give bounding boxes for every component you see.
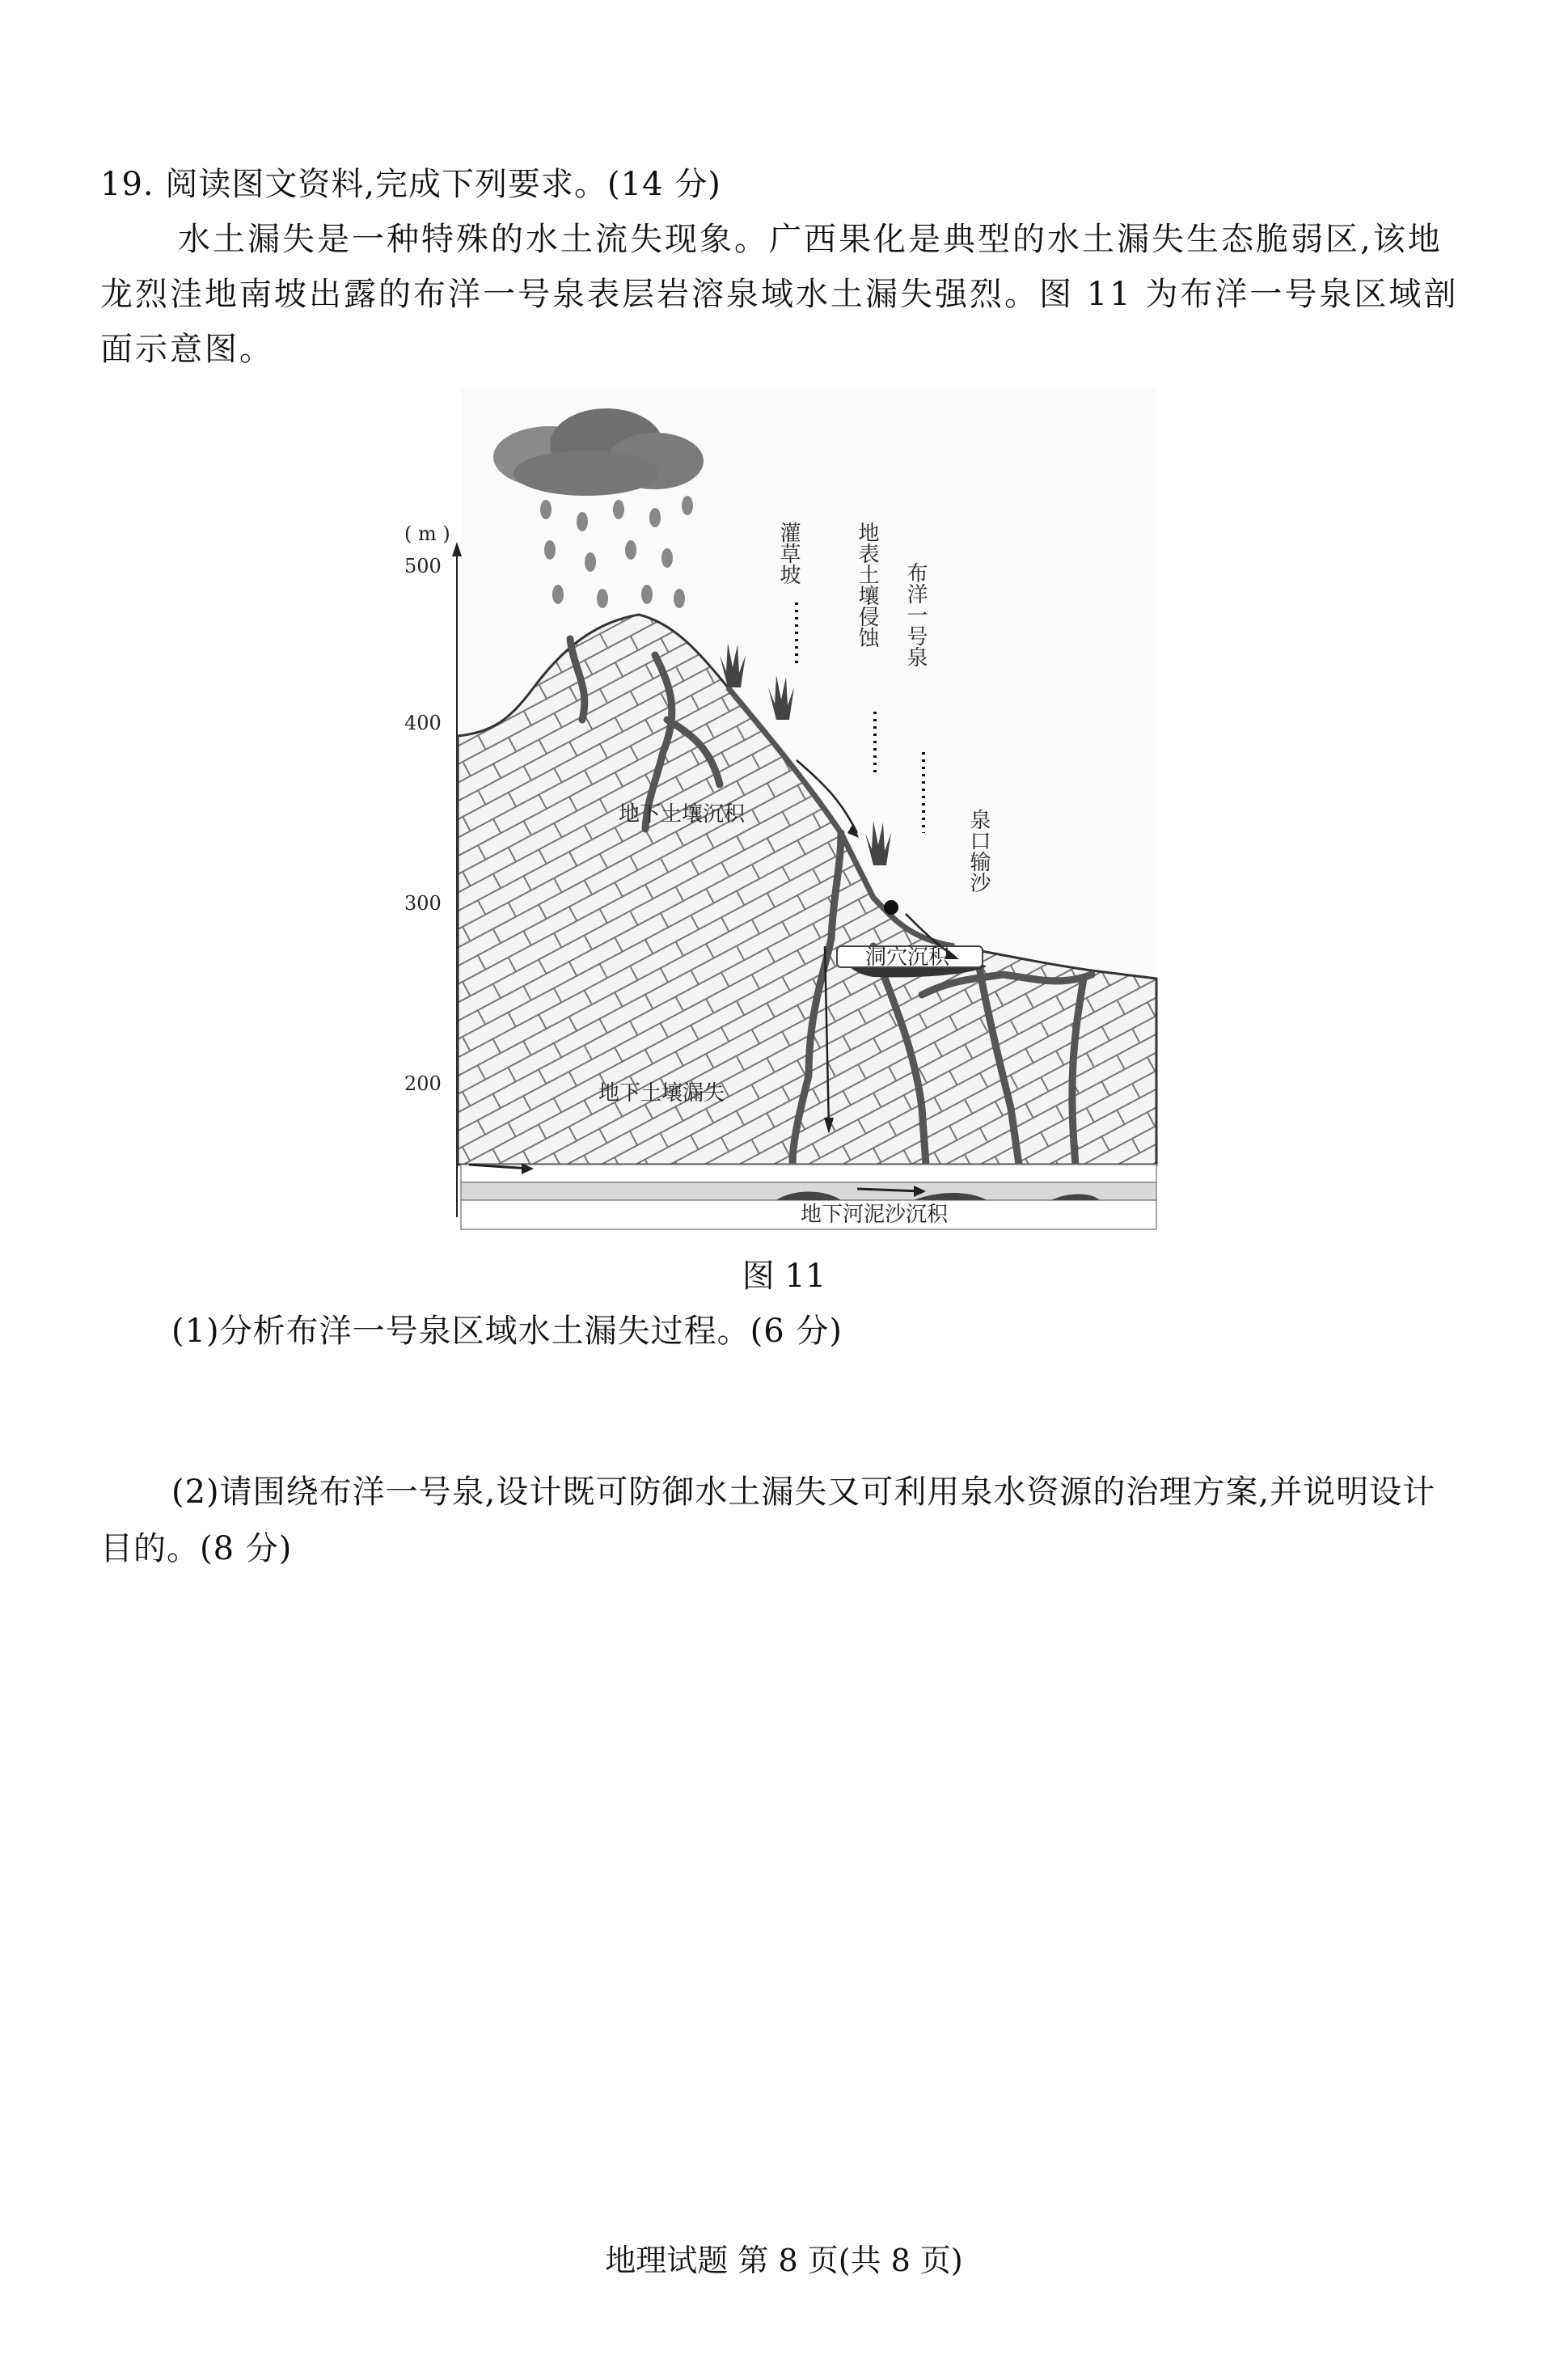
page-footer: 地理试题 第 8 页(共 8 页) bbox=[605, 2243, 963, 2278]
label-spring: 布洋一号泉 bbox=[903, 562, 928, 667]
label-surface-erosion: 地表土壤侵蚀 bbox=[855, 522, 879, 648]
question-paragraph: 水土漏失是一种特殊的水土流失现象。广西果化是典型的水土漏失生态脆弱区,该地龙烈洼地南坡出露的布洋一号泉表层岩溶泉域水土漏失强烈。图 11 为布洋一号泉区域剖面示意图。 bbox=[100, 221, 1459, 368]
y-tick-500: 500 bbox=[404, 555, 442, 577]
question-title: 19. 阅读图文资料,完成下列要求。(14 分) bbox=[100, 166, 721, 203]
sub-question-2: (2)请围绕布洋一号泉,设计既可防御水土漏失又可利用泉水资源的治理方案,并说明设计目的。(8 分) bbox=[100, 1474, 1436, 1567]
label-shrub-slope: 灌草坡 bbox=[776, 522, 801, 585]
karst-profile-diagram bbox=[388, 380, 1164, 1245]
spring-point bbox=[884, 900, 898, 915]
label-underground-deposit: 地下土壤沉积 bbox=[619, 802, 746, 827]
label-underground-loss: 地下土壤漏失 bbox=[598, 1081, 725, 1106]
label-cave-deposit: 洞穴沉积 bbox=[865, 945, 950, 970]
sub-question-1: (1)分析布洋一号泉区域水土漏失过程。(6 分) bbox=[171, 1313, 843, 1350]
y-axis bbox=[404, 522, 462, 1217]
figure-caption: 图 11 bbox=[742, 1258, 826, 1295]
y-tick-300: 300 bbox=[404, 892, 442, 915]
karst-profile-figure bbox=[388, 380, 1164, 1245]
y-axis-unit: ( m ) bbox=[404, 522, 450, 545]
label-river-deposit: 地下河泥沙沉积 bbox=[801, 1203, 949, 1227]
y-tick-200: 200 bbox=[404, 1072, 442, 1095]
label-spring-sediment: 泉口输沙 bbox=[966, 809, 991, 893]
y-tick-400: 400 bbox=[404, 712, 442, 734]
